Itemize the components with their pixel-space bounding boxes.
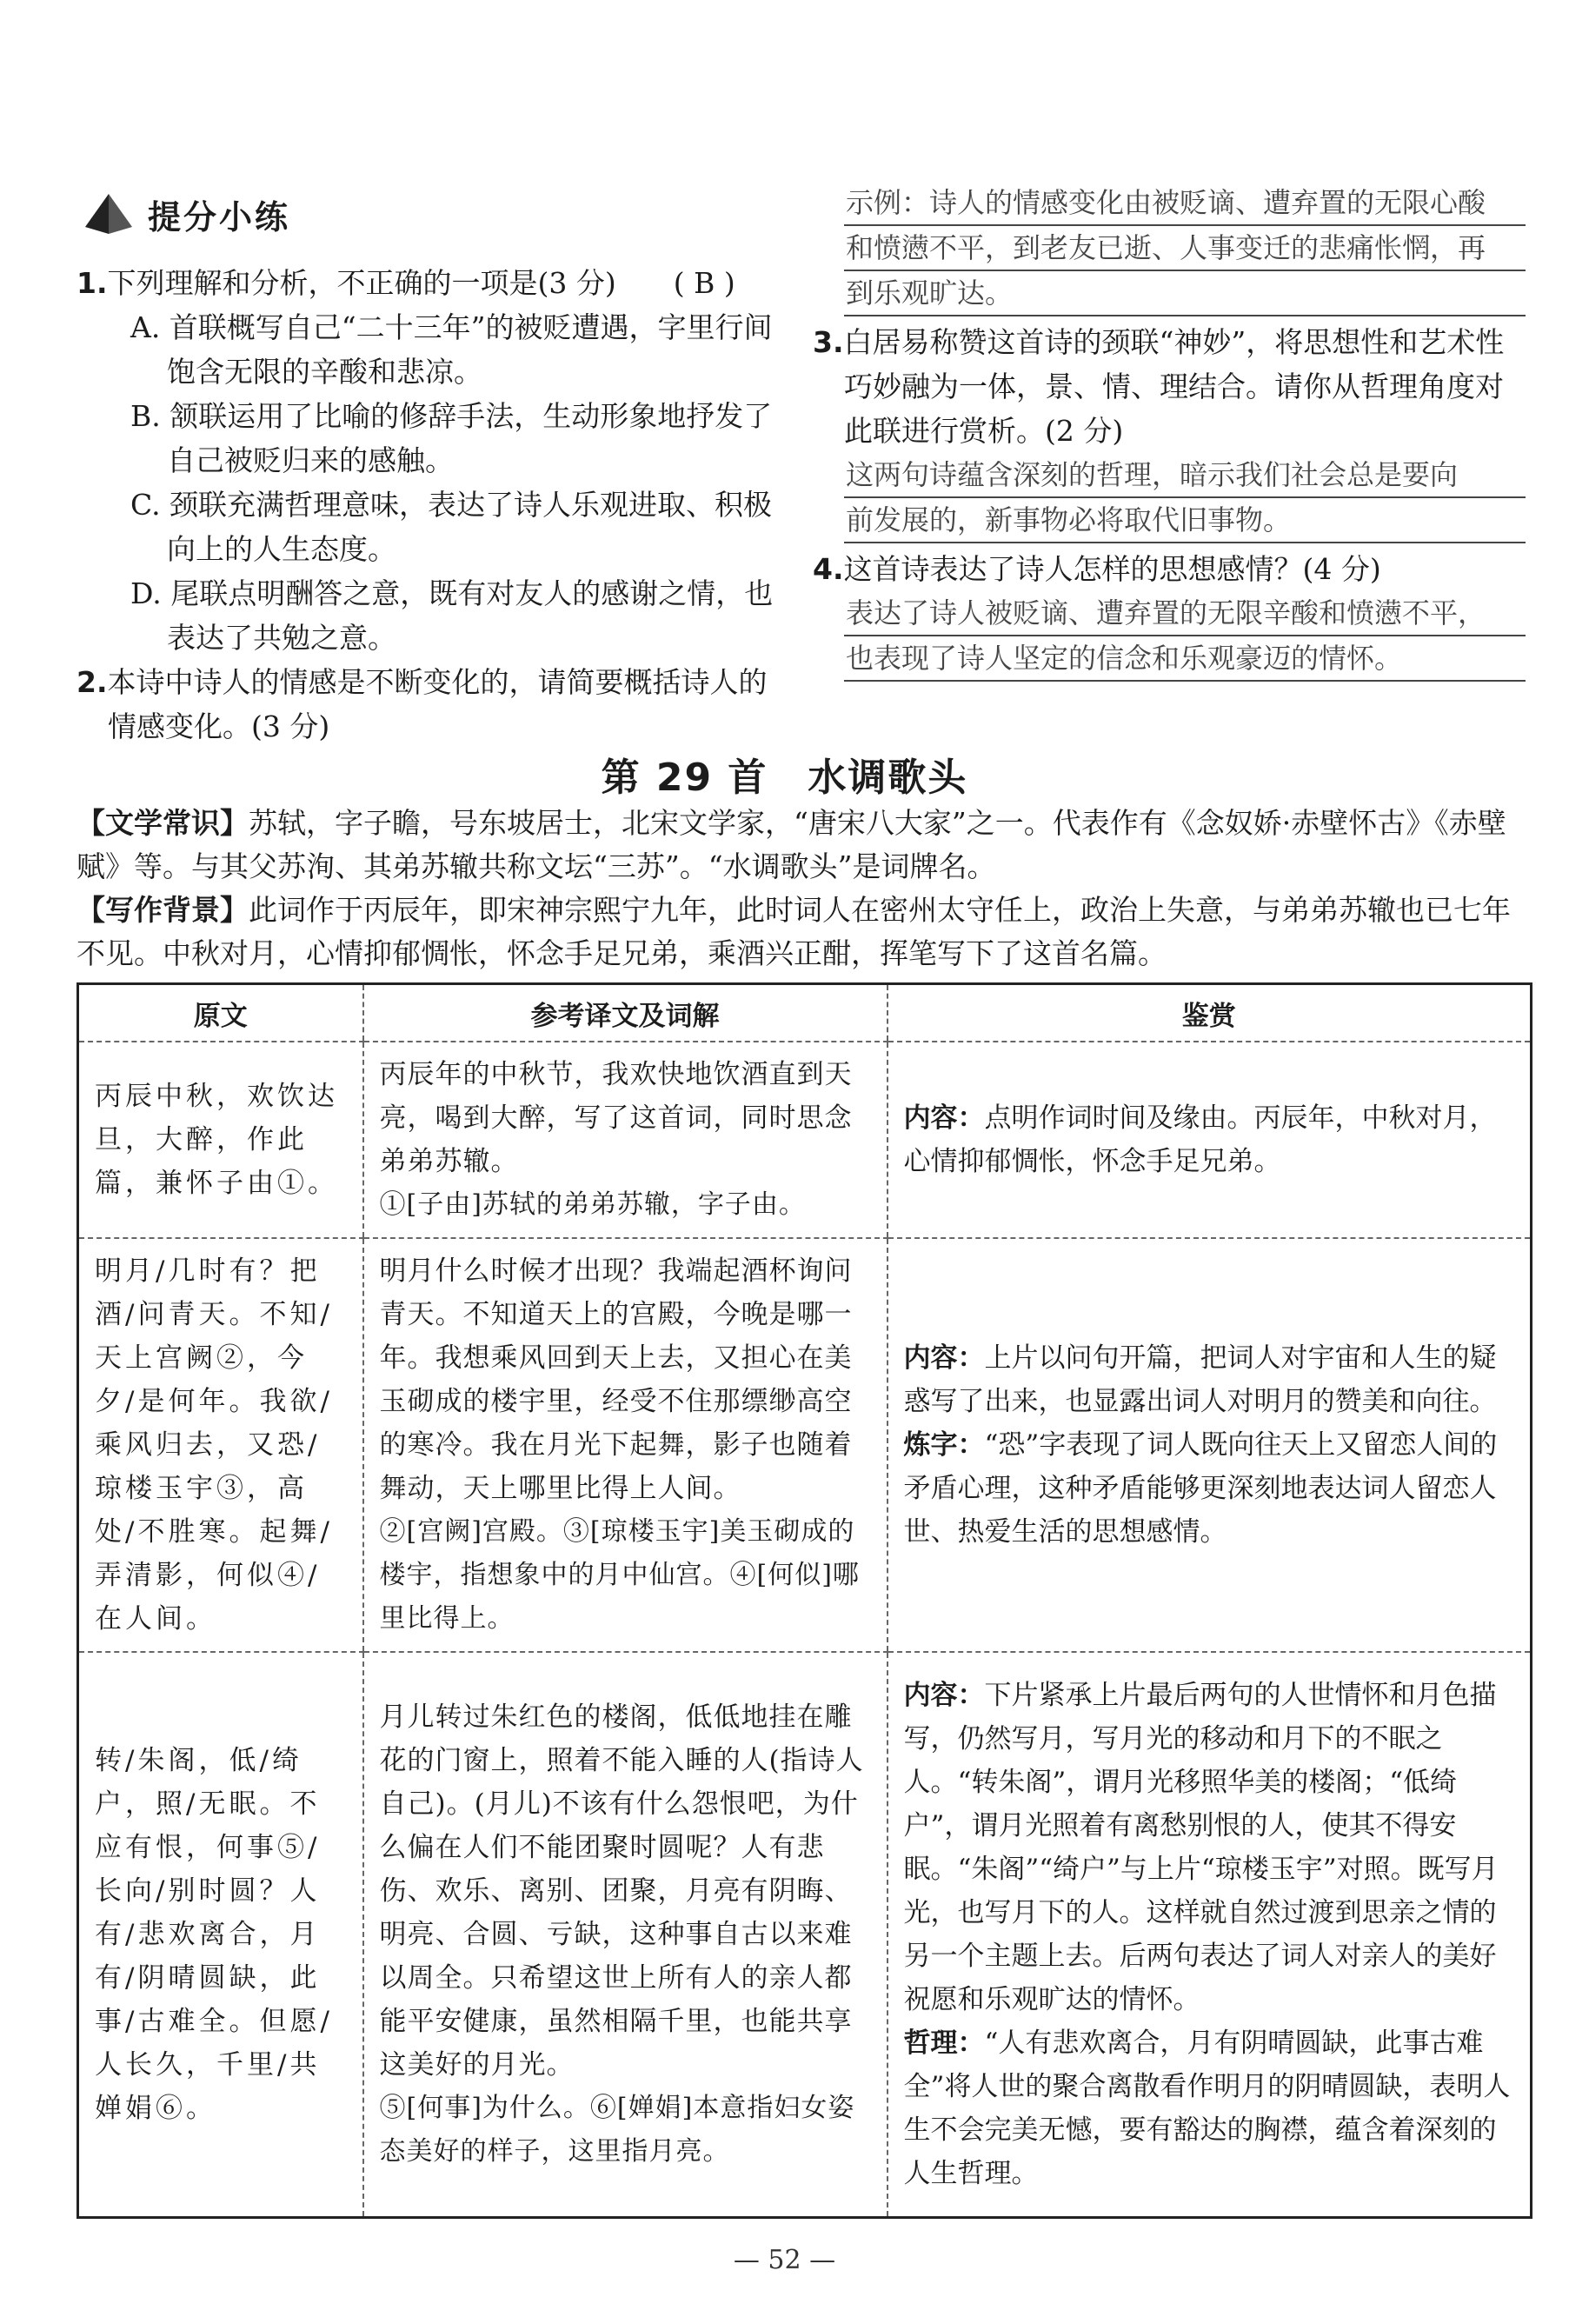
pyramid-icon: [83, 192, 134, 236]
option-a: A. 首联概写自己“二十三年”的被贬遭遇，字里行间饱含无限的辛酸和悲凉。: [130, 310, 773, 389]
appreciation-item: 内容：上片以问句开篇，把词人对宇宙和人生的疑惑写了出来，也显露出词人对明月的赞美和向往。: [903, 1342, 1497, 1417]
original-text: 明月/几时有？把酒/问青天。不知/天上宫阙②，今夕/是何年。我欲/乘风归去，又恐/琼楼玉宇③，高处/不胜寒。起舞/弄清影，何似④/在人间。: [95, 1255, 333, 1635]
translation-cell: [363, 1652, 888, 2217]
table-header-row: [78, 984, 1532, 1042]
question-2: 2.本诗中诗人的情感是不断变化的，请简要概括诗人的情感变化。(3 分): [76, 665, 768, 743]
option-b: B. 颔联运用了比喻的修辞手法，生动形象地抒发了自己被贬归来的感触。: [130, 399, 773, 477]
appreciation-item: 内容：下片紧承上片最后两句的人世情怀和月色描写，仍然写月，写月光的移动和月下的不眠之人。“转朱阁”，谓月光移照华美的楼阁；“低绮户”，谓月光照着有离愁别恨的人，使其不得安眠。“朱阁”“绮户”与上片“琼楼玉宇”对照。既写月光，也写月下的人。这样就自然过渡到思亲之情的另一个主题上去。后两句表达了词人对亲人的美好祝愿和乐观旷达的情怀。: [903, 1679, 1499, 2015]
left-column: [76, 261, 785, 749]
original-text: 丙辰中秋，欢饮达旦，大醉，作此篇，兼怀子由①。: [95, 1081, 338, 1199]
answer-2-line: 到乐观旷达。: [844, 271, 1526, 316]
right-column: [813, 181, 1526, 682]
table-row: [78, 1652, 1532, 2217]
poem-intro: [76, 802, 1528, 976]
translation-text: 明月什么时候才出现？我端起酒杯询问青天。不知道天上的宫殿，今晚是哪一年。我想乘风回到天上去，又担心在美玉砌成的楼宇里，经受不住那缥缈高空的寒冷。我在月光下起舞，影子也随着舞动，天上哪里比得上人间。: [379, 1255, 853, 1504]
question-2-stem: 本诗中诗人的情感是不断变化的，请简要概括诗人的情感变化。(3 分): [107, 665, 768, 743]
original-cell: [78, 1042, 363, 1238]
answer-4-line: 也表现了诗人坚定的信念和乐观豪迈的情怀。: [844, 636, 1526, 682]
answer-3-line: 这两句诗蕴含深刻的哲理，暗示我们社会总是要向: [844, 453, 1526, 498]
word-notes: ②[宫阙]宫殿。③[琼楼玉宇]美玉砌成的楼宇，指想象中的月中仙宫。④[何似]哪里比得上。: [379, 1516, 860, 1634]
original-text: 转/朱阁，低/绮户，照/无眠。不应有恨，何事⑤/长向/别时圆？人有/悲欢离合，月有/阴晴圆缺，此事/古难全。但愿/人长久，千里/共婵娟⑥。: [95, 1744, 333, 2124]
translation-text: 丙辰年的中秋节，我欢快地饮酒直到天亮，喝到大醉，写了这首词，同时思念弟弟苏辙。: [379, 1059, 853, 1177]
literary-knowledge-text: 苏轼，字子瞻，号东坡居士，北宋文学家，“唐宋八大家”之一。代表作有《念奴娇·赤壁怀古》《赤壁赋》等。与其父苏洵、其弟苏辙共称文坛“三苏”。“水调歌头”是词牌名。: [76, 806, 1506, 883]
answer-2-line: 和愤懑不平，到老友已逝、人事变迁的悲痛怅惘，再: [844, 226, 1526, 271]
answer-3-line: 前发展的，新事物必将取代旧事物。: [844, 498, 1526, 543]
writing-background-tag: 【写作背景】: [76, 893, 249, 927]
translation-cell: [363, 1238, 888, 1652]
section-heading-label: 提分小练: [148, 197, 291, 236]
appreciation-cell: [888, 1042, 1532, 1238]
writing-background-text: 此词作于丙辰年，即宋神宗熙宁九年，此时词人在密州太守任上，政治上失意，与弟弟苏辙也已七年不见。中秋对月，心情抑郁惆怅，怀念手足兄弟，乘酒兴正酣，挥笔写下了这首名篇。: [76, 893, 1511, 970]
literary-knowledge-tag: 【文学常识】: [76, 806, 249, 840]
translation-cell: [363, 1042, 888, 1238]
answer-2-line: 示例：诗人的情感变化由被贬谪、遭弃置的无限心酸: [844, 181, 1526, 226]
section-heading: [83, 190, 290, 238]
table-row: [78, 1238, 1532, 1652]
option-c: C. 颈联充满哲理意味，表达了诗人乐观进取、积极向上的人生态度。: [130, 488, 773, 566]
word-notes: ①[子由]苏轼的弟弟苏辙，字子由。: [379, 1189, 806, 1220]
header-original: 原文: [78, 984, 363, 1042]
original-cell: [78, 1238, 363, 1652]
literary-knowledge: [76, 802, 1528, 889]
question-4: 4.这首诗表达了诗人怎样的思想感情？(4 分): [813, 552, 1381, 586]
original-cell: [78, 1652, 363, 2217]
question-3: 3.白居易称赞这首诗的颈联“神妙”，将思想性和艺术性巧妙融为一体，景、情、理结合。请你从哲理角度对此联进行赏析。(2 分): [813, 325, 1505, 448]
appreciation-item: 哲理：“人有悲欢离合，月有阴晴圆缺，此事古难全”将人世的聚合离散看作明月的阴晴圆缺，表明人生不会完美无憾，要有豁达的胸襟，蕴含着深刻的人生哲理。: [903, 2027, 1511, 2189]
question-4-stem: 这首诗表达了诗人怎样的思想感情？(4 分): [843, 552, 1381, 586]
answer-4-line: 表达了诗人被贬谪、遭弃置的无限辛酸和愤懑不平，: [844, 591, 1526, 636]
header-appreciation: 鉴赏: [888, 984, 1532, 1042]
appreciation-cell: [888, 1238, 1532, 1652]
page-number: — 52 —: [733, 2245, 836, 2275]
word-notes: ⑤[何事]为什么。⑥[婵娟]本意指妇女姿态美好的样子，这里指月亮。: [379, 2092, 855, 2167]
poem-title: 第 29 首 水调歌头: [601, 756, 968, 800]
appreciation-item: 炼字：“恐”字表现了词人既向往天上又留恋人间的矛盾心理，这种矛盾能够更深刻地表达词人留恋人世、热爱生活的思想感情。: [903, 1429, 1498, 1548]
translation-text: 月儿转过朱红色的楼阁，低低地挂在雕花的门窗上，照着不能入睡的人(指诗人自己)。(月儿)不该有什么怨恨吧，为什么偏在人们不能团聚时圆呢？人有悲伤、欢乐、离别、团聚，月亮有阴晦、明亮、合圆、亏缺，这种事自古以来难以周全。只希望这世上所有人的亲人都能平安健康，虽然相隔千里，也能共享这美好的月光。: [379, 1701, 864, 2081]
question-1: 1.下列理解和分析，不正确的一项是(3 分) ( B ): [76, 266, 735, 300]
writing-background: [76, 889, 1528, 976]
header-translation: 参考译文及词解: [363, 984, 888, 1042]
table-row: [78, 1042, 1532, 1238]
question-3-stem: 白居易称赞这首诗的颈联“神妙”，将思想性和艺术性巧妙融为一体，景、情、理结合。请你从哲理角度对此联进行赏析。(2 分): [843, 325, 1505, 448]
appreciation-cell: [888, 1652, 1532, 2217]
option-d: D. 尾联点明酬答之意，既有对友人的感谢之情，也表达了共勉之意。: [130, 576, 774, 655]
appreciation-item: 内容：点明作词时间及缘由。丙辰年，中秋对月，心情抑郁惆怅，怀念手足兄弟。: [903, 1102, 1497, 1177]
poem-table: [76, 982, 1532, 2219]
question-1-stem: 下列理解和分析，不正确的一项是(3 分) ( B ): [107, 266, 735, 300]
